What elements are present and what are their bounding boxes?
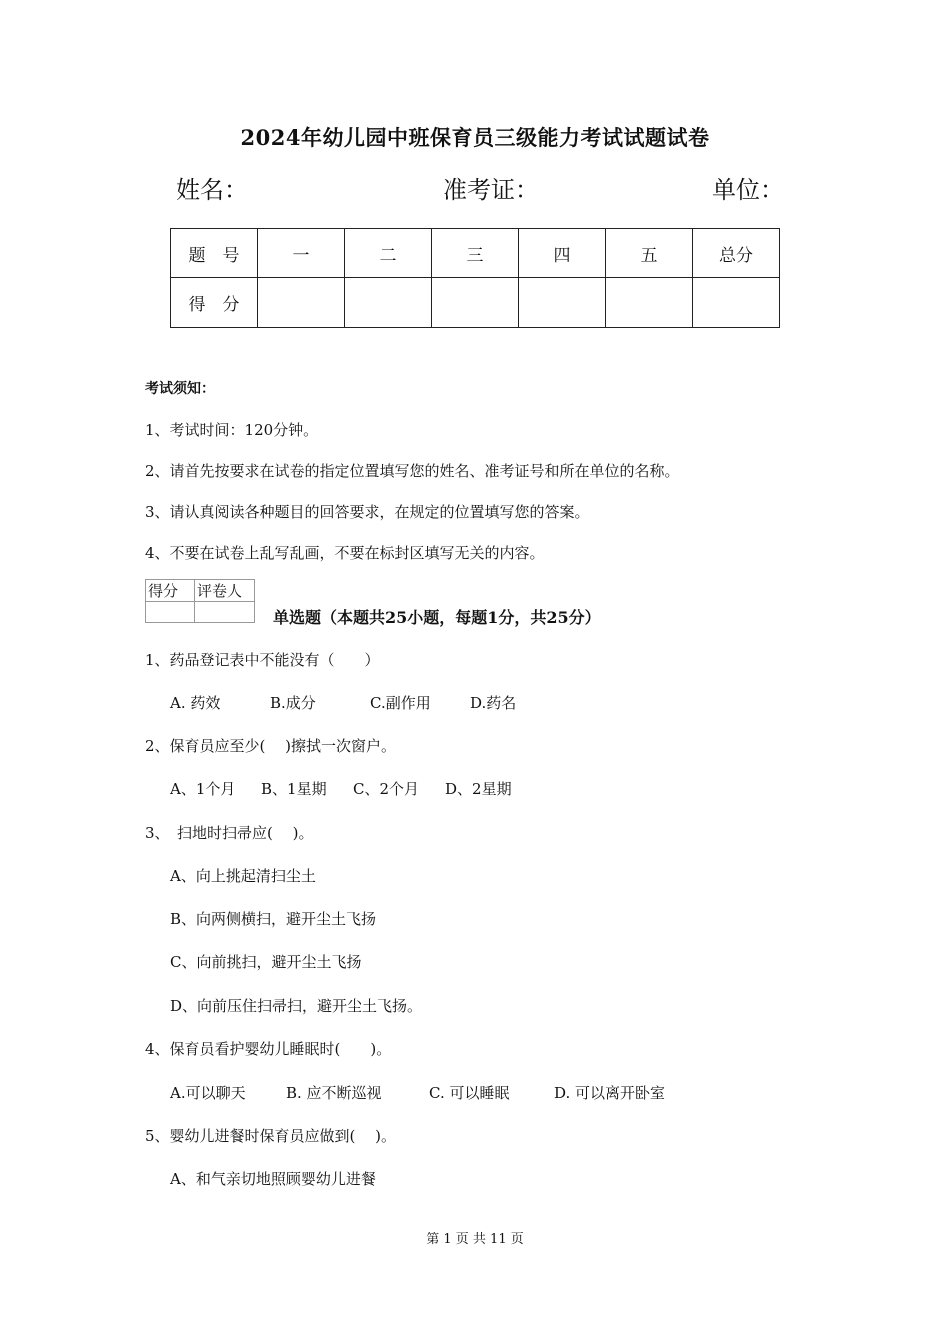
exam-id-field-label: 准考证： [443, 176, 539, 204]
notice-item: 4、不要在试卷上乱写乱画，不要在标封区填写无关的内容。 [145, 544, 545, 562]
score-table-score-row [171, 278, 780, 328]
header-cell-3: 三 [432, 229, 519, 278]
option[interactable]: A. 药效 [170, 694, 221, 712]
option[interactable]: A、1个月 [170, 780, 236, 798]
score-cell-1[interactable] [258, 278, 345, 328]
option[interactable]: C、2个月 [353, 780, 420, 798]
option[interactable]: C.副作用 [370, 694, 431, 712]
score-cell-4[interactable] [519, 278, 606, 328]
grader-name-cell[interactable] [195, 602, 255, 623]
question-stem: 3、 扫地时扫帚应( )。 [145, 824, 314, 842]
option[interactable]: C. 可以睡眠 [429, 1084, 510, 1102]
grader-box [145, 579, 255, 623]
header-cell-1: 一 [258, 229, 345, 278]
option[interactable]: B.成分 [270, 694, 316, 712]
option[interactable]: A、和气亲切地照顾婴幼儿进餐 [170, 1170, 376, 1188]
score-cell-5[interactable] [606, 278, 693, 328]
grader-name-label: 评卷人 [195, 580, 255, 602]
name-field-label: 姓名： [176, 176, 248, 204]
option[interactable]: D.药名 [470, 694, 517, 712]
option[interactable]: B、向两侧横扫，避开尘土飞扬 [170, 910, 377, 928]
header-cell-5: 五 [606, 229, 693, 278]
page-footer: 第 1 页 共 11 页 [426, 1232, 524, 1247]
score-row-label: 得 分 [171, 278, 258, 328]
option[interactable]: D、向前压住扫帚扫，避开尘土飞扬。 [170, 997, 423, 1015]
score-cell-3[interactable] [432, 278, 519, 328]
option[interactable]: D、2星期 [445, 780, 512, 798]
notice-item: 2、请首先按要求在试卷的指定位置填写您的姓名、准考证号和所在单位的名称。 [145, 462, 680, 480]
header-cell-4: 四 [519, 229, 606, 278]
notice-item: 1、考试时间：120分钟。 [145, 421, 319, 439]
option[interactable]: A.可以聊天 [170, 1084, 246, 1102]
notice-heading: 考试须知： [145, 381, 215, 397]
question-stem: 5、婴幼儿进餐时保育员应做到( )。 [145, 1127, 397, 1145]
notice-item: 3、请认真阅读各种题目的回答要求，在规定的位置填写您的答案。 [145, 503, 590, 521]
header-cell-total: 总分 [693, 229, 780, 278]
option[interactable]: B. 应不断巡视 [286, 1084, 382, 1102]
option[interactable]: C、向前挑扫，避开尘土飞扬 [170, 953, 362, 971]
option[interactable]: B、1星期 [261, 780, 327, 798]
unit-field-label: 单位： [712, 176, 784, 204]
question-stem: 2、保育员应至少( )擦拭一次窗户。 [145, 737, 397, 755]
score-table-header-row [171, 229, 780, 278]
grader-score-cell[interactable] [146, 602, 195, 623]
option[interactable]: D. 可以离开卧室 [554, 1084, 666, 1102]
score-table [170, 228, 780, 328]
score-cell-2[interactable] [345, 278, 432, 328]
question-stem: 4、保育员看护婴幼儿睡眠时( )。 [145, 1040, 392, 1058]
grader-score-label: 得分 [146, 580, 195, 602]
header-cell-2: 二 [345, 229, 432, 278]
score-cell-total[interactable] [693, 278, 780, 328]
exam-title: 2024年幼儿园中班保育员三级能力考试试题试卷 [240, 125, 710, 150]
question-stem: 1、药品登记表中不能没有（ ） [145, 651, 380, 669]
section-title: 单选题（本题共25小题，每题1分，共25分） [273, 608, 601, 627]
header-cell-question-no: 题 号 [171, 229, 258, 278]
option[interactable]: A、向上挑起清扫尘土 [170, 867, 316, 885]
